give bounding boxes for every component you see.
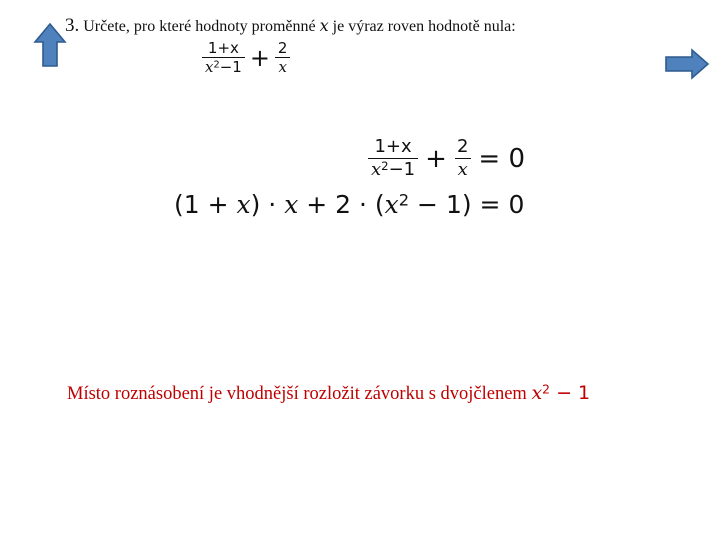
fraction-2-numerator: 2 [277,39,288,57]
fraction-1 [202,39,245,76]
eq1-fraction-1: $\frac{1+x}{x^2-1}$ [368,136,418,181]
fraction-2 [275,39,291,76]
eq1-rhs: = 0 [478,143,525,174]
task-number: 3. [65,15,80,36]
hint-note [67,382,590,405]
equation-multiplied: $(1 + x) \cdot x + 2 \cdot (x^2 - 1) = 0$ [174,190,525,219]
task-text-after: je výraz roven hodnotě nula: [332,18,516,35]
equation-fractions [368,136,532,181]
plus-operator: + [249,43,270,72]
task-variable: x [319,16,329,35]
task-expression [202,39,290,76]
task-text-before: Určete, pro které hodnoty proměnné [83,18,316,35]
up-arrow-icon[interactable] [33,22,67,68]
right-arrow-icon[interactable] [664,48,710,80]
fraction-2-denominator: x [275,57,289,76]
eq1-fraction-2: $\frac{2}{x}$ [454,136,471,181]
fraction-1-denominator: $x^2-1$ [202,57,245,76]
hint-binomial: $x^2 - 1$ [531,382,591,404]
eq1-plus-operator: + [425,143,447,174]
task-statement [65,15,665,38]
fraction-1-numerator: 1+x [207,39,239,57]
hint-text: Místo roznásobení je vhodnější rozložit závorku s dvojčlenem [67,384,527,404]
